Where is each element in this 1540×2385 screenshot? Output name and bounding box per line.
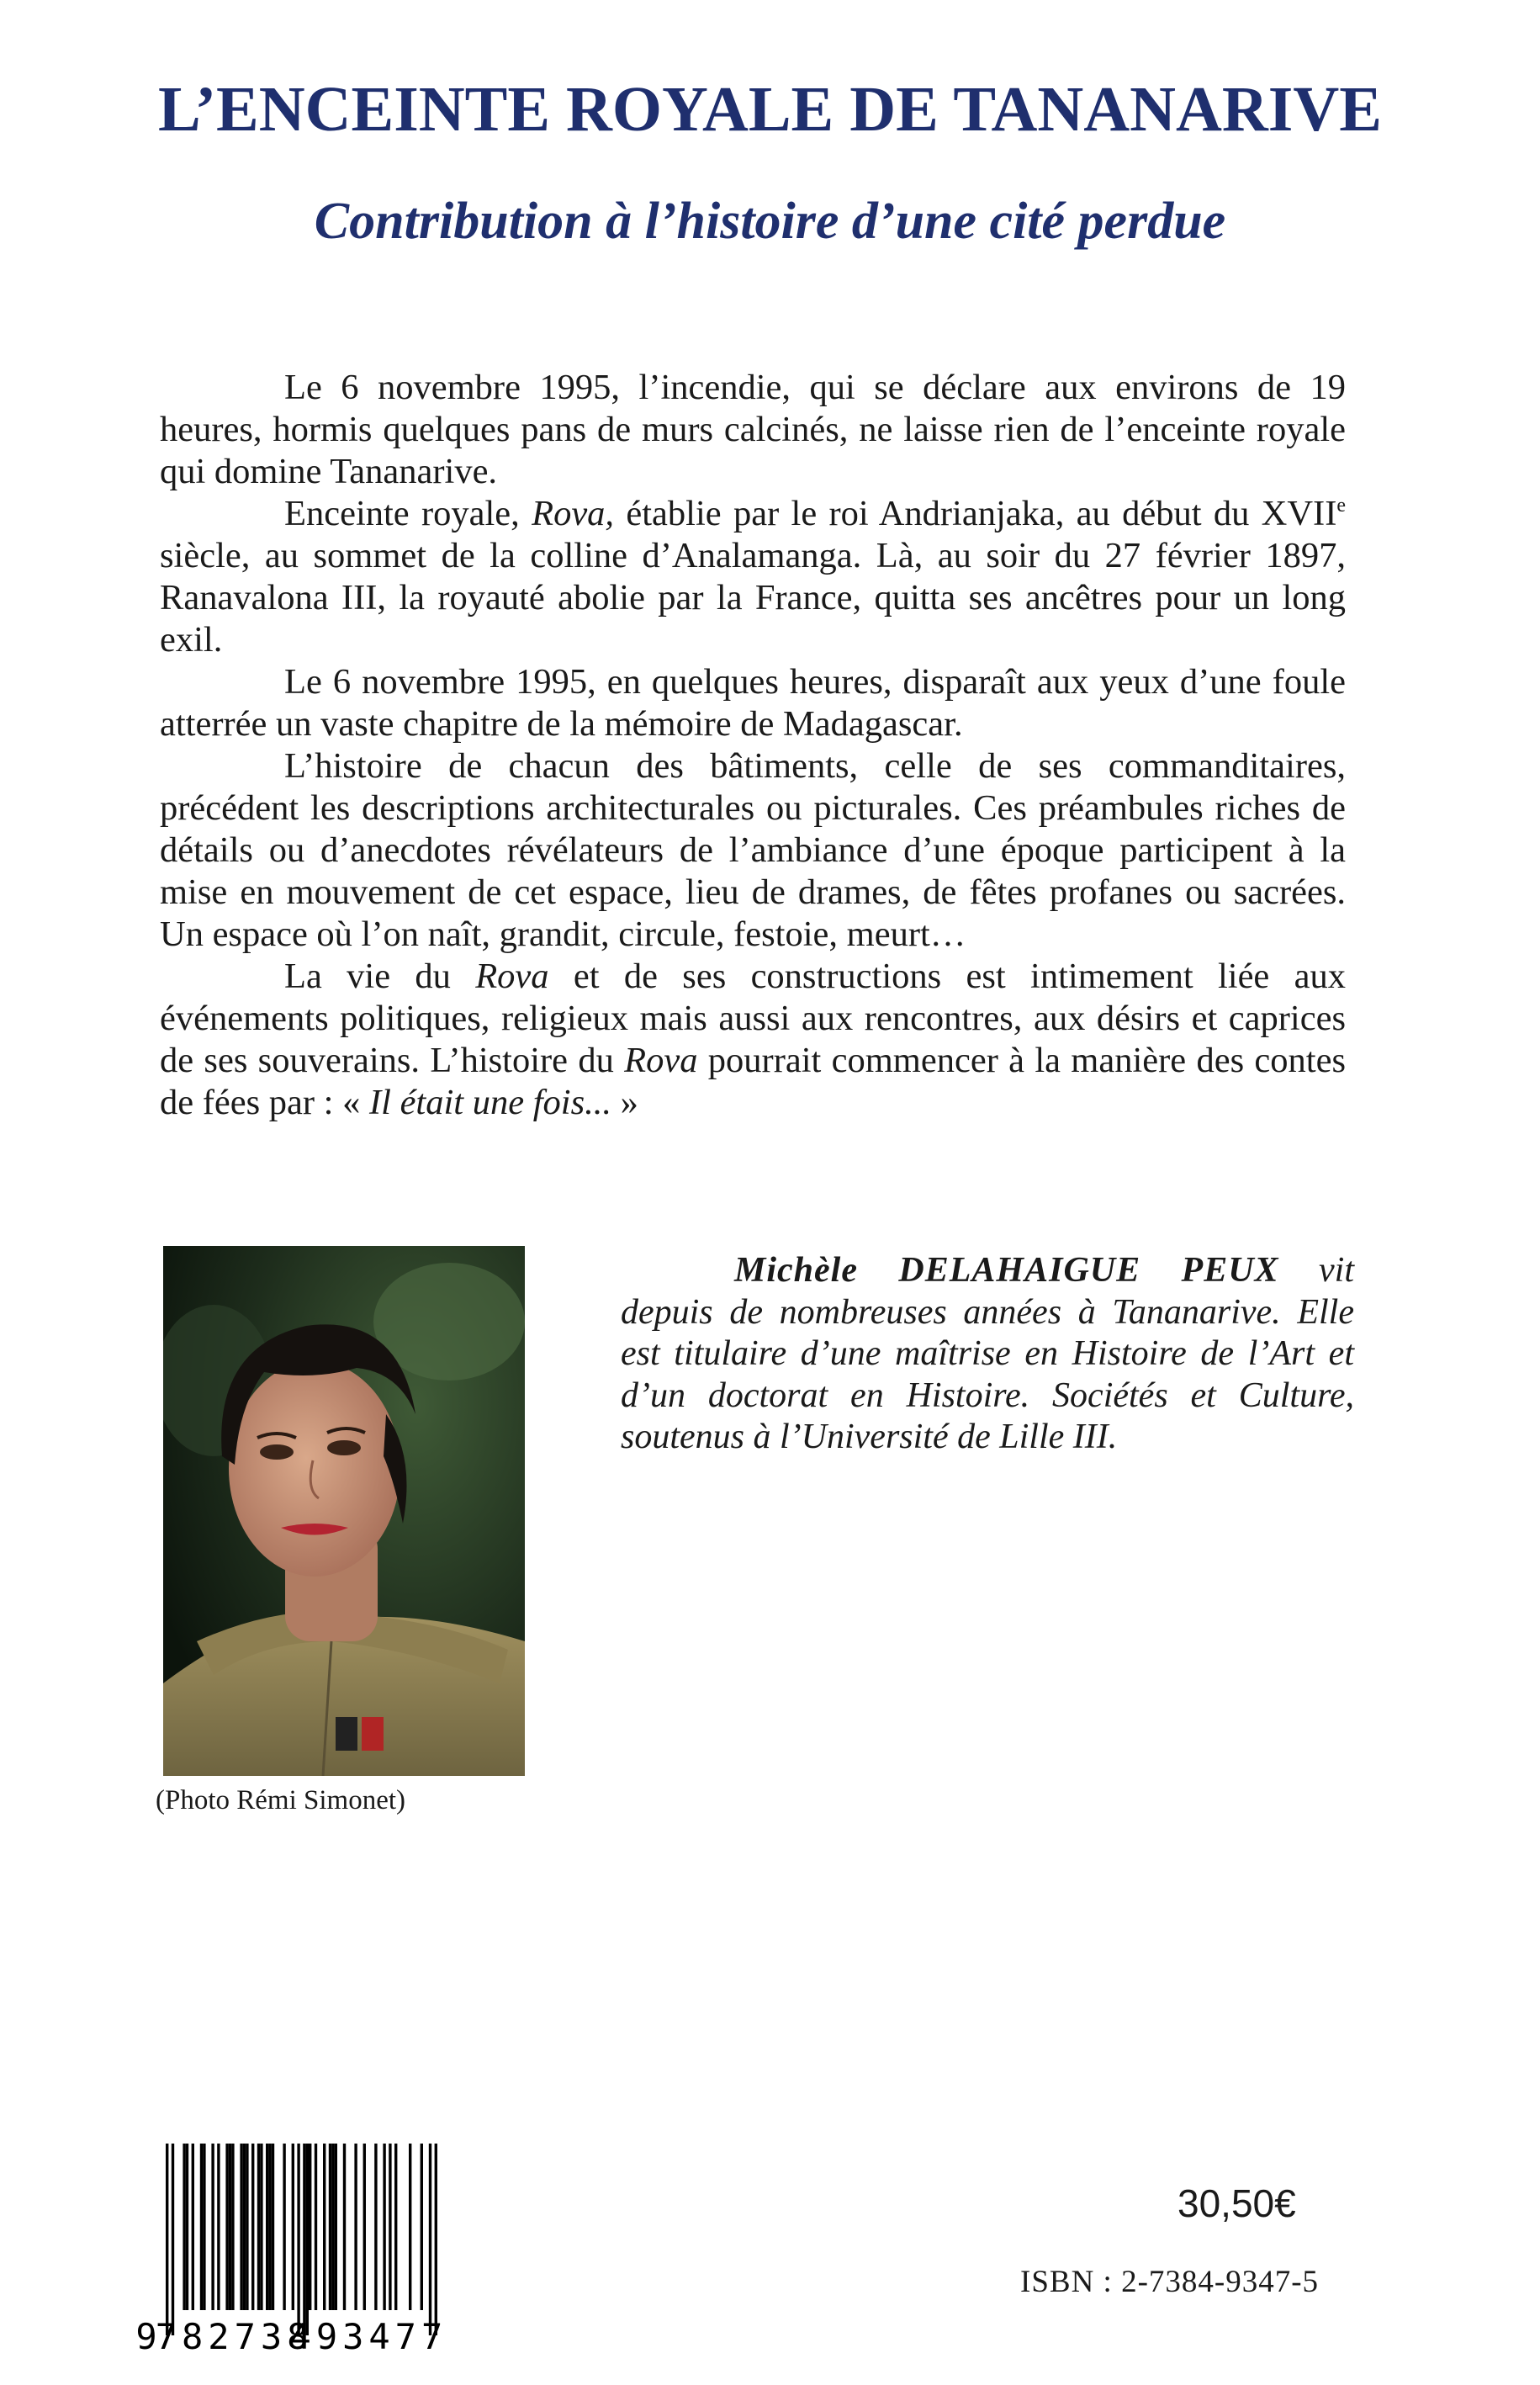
barcode-bar [343, 2144, 346, 2310]
barcode-bar [383, 2144, 385, 2310]
photo-credit: (Photo Rémi Simonet) [156, 1785, 405, 1815]
barcode-bar [203, 2144, 205, 2310]
barcode-bar [257, 2144, 260, 2310]
barcode-bar [229, 2144, 231, 2310]
barcode-bar [172, 2144, 174, 2335]
barcode-bar [409, 2144, 411, 2310]
barcode-digits: 9 [135, 2316, 162, 2354]
barcode-digits: 782738 [155, 2316, 314, 2354]
barcode-bar [389, 2144, 391, 2310]
barcode-bar [240, 2144, 242, 2310]
barcode-bar [260, 2144, 262, 2310]
barcode-bar [329, 2144, 331, 2310]
price-label: 30,50€ [1177, 2181, 1296, 2225]
barcode-bar [186, 2144, 188, 2310]
barcode-bar [354, 2144, 357, 2310]
paragraph-2: Enceinte royale, Rova, établie par le roi Andrianjaka, au début du XVIIe siècle, au sommet de la colline d’Analamanga. Là, au soir du 27 février 1897, Ranavalona III, la royauté abolie par la France, quitta ses ancêtres pour un long exil. [160, 494, 1346, 660]
barcode-bar [231, 2144, 234, 2310]
barcode-bar [266, 2144, 268, 2310]
barcode-bar [363, 2144, 366, 2310]
author-bio-text: vit depuis de nombreuses années à Tananarive. Elle est titulaire d’une maîtrise en Histoire de l’Art et d’un doctorat en Histoire. Sociétés et Culture, soutenus à l’Université de Lille III. [621, 1251, 1354, 1456]
barcode-bar [303, 2144, 305, 2335]
barcode-bar [297, 2144, 299, 2335]
barcode-bar [243, 2144, 246, 2310]
isbn-label: ISBN : 2-7384-9347-5 [1020, 2265, 1320, 2299]
barcode-bar [225, 2144, 228, 2310]
book-subtitle: Contribution à l’histoire d’une cité perdue [314, 193, 1226, 250]
author-name: Michèle DELAHAIGUE PEUX [734, 1251, 1279, 1290]
barcode-bar [183, 2144, 185, 2310]
barcode-bar [331, 2144, 334, 2310]
barcode-bar [246, 2144, 248, 2310]
book-title: L’ENCEINTE ROYALE DE TANANARIVE [158, 74, 1382, 145]
barcode-bar [211, 2144, 214, 2310]
barcode-bar [335, 2144, 337, 2310]
barcode-bar [323, 2144, 325, 2310]
back-cover-blurb [160, 367, 1346, 1124]
barcode-bar [394, 2144, 397, 2310]
barcode-bar [251, 2144, 254, 2310]
paragraph-4: L’histoire de chacun des bâtiments, celle de ses commanditaires, précédent les descriptions architecturales ou picturales. Ces préambules riches de détails ou d’anecdotes révélateurs de l’ambiance d’une époque participent à la mise en mouvement de cet espace, lieu de drames, de fêtes profanes ou sacrées. Un espace où l’on naît, grandit, circule, festoie, meurt… [160, 746, 1346, 954]
barcode-digits: 493477 [289, 2316, 448, 2354]
barcode-bar [374, 2144, 377, 2310]
barcode-bar [429, 2144, 431, 2335]
barcode-bar [166, 2144, 168, 2335]
barcode-bar [435, 2144, 437, 2335]
barcode-bar [283, 2144, 285, 2310]
barcode-bar [192, 2144, 194, 2310]
barcode-bar [315, 2144, 317, 2310]
barcode-bar [421, 2144, 423, 2310]
barcode-bar [272, 2144, 274, 2310]
paragraph-1: Le 6 novembre 1995, l’incendie, qui se déclare aux environs de 19 heures, hormis quelques pans de murs calcinés, ne laisse rien de l’enceinte royale qui domine Tananarive. [160, 368, 1346, 491]
barcode-bar [306, 2144, 309, 2335]
paragraph-5: La vie du Rova et de ses constructions est intimement liée aux événements politiques, religieux mais aussi aux rencontres, aux désirs et caprices de ses souverains. L’histoire du Rova pourrait commencer à la manière des contes de fées par : « Il était une fois... » [160, 957, 1346, 1122]
barcode-bar [292, 2144, 294, 2310]
author-bio [621, 1250, 1354, 1459]
barcode-bar [309, 2144, 311, 2310]
author-photo [163, 1246, 525, 1776]
barcode-bar [217, 2144, 220, 2310]
barcode-bar [200, 2144, 203, 2310]
barcode-bar [268, 2144, 271, 2310]
isbn-barcode [132, 2144, 477, 2354]
paragraph-3: Le 6 novembre 1995, en quelques heures, disparaît aux yeux d’une foule atterrée un vaste chapitre de la mémoire de Madagascar. [160, 662, 1346, 744]
